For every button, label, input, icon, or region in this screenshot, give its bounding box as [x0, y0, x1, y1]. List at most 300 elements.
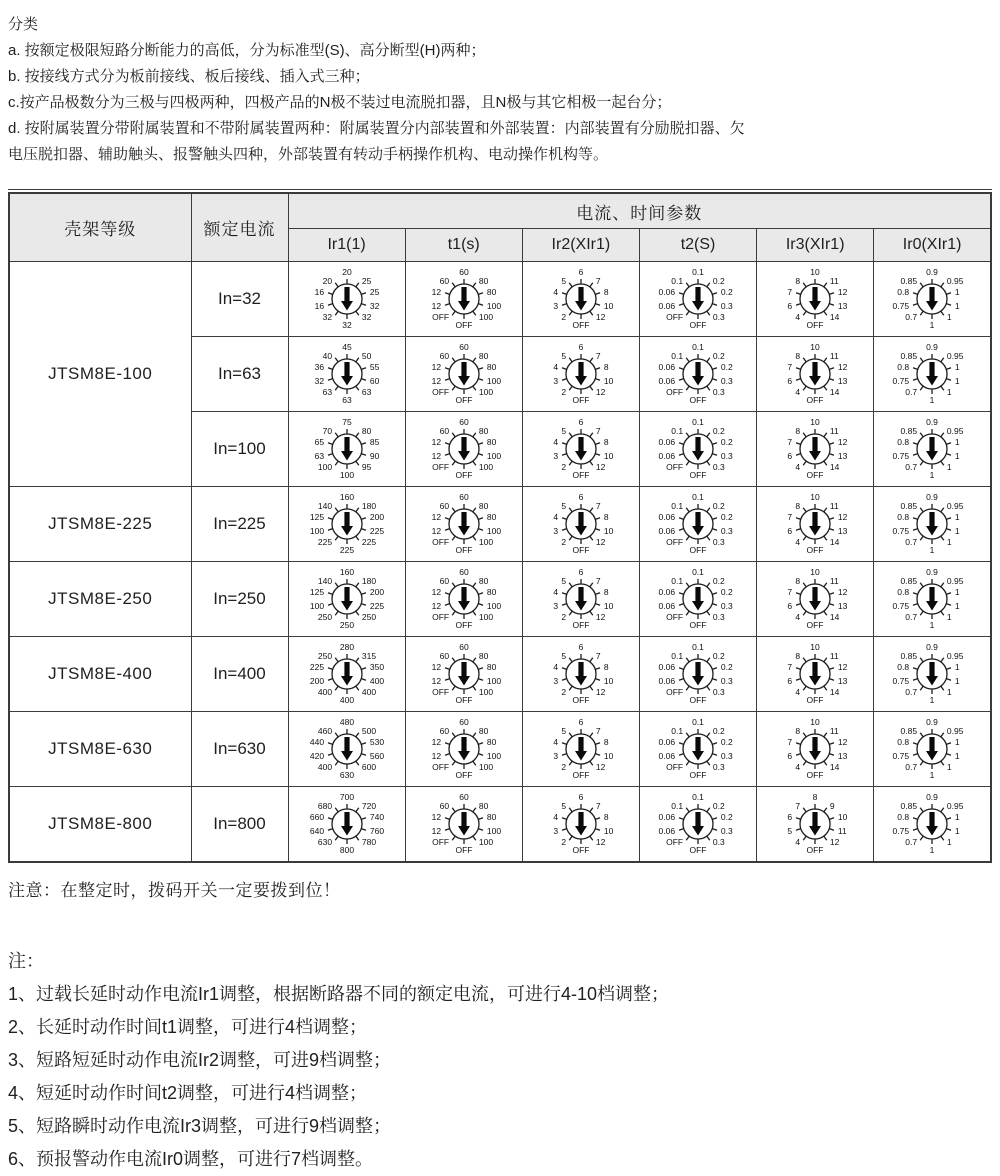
dial-label: 60 [459, 717, 469, 727]
rotary-dial [758, 262, 872, 336]
dial-cell-ir1 [288, 412, 405, 487]
dial-label: 0.95 [947, 276, 964, 287]
rotary-dial [641, 637, 755, 711]
rotary-dial [407, 337, 521, 411]
dial-label: 0.95 [947, 726, 964, 737]
dial-label: 0.06 [658, 375, 676, 386]
dial-cell-t1 [405, 637, 522, 712]
dial-label: 14 [830, 461, 840, 472]
rated-current-cell: In=800 [191, 787, 288, 863]
rotary-dial [875, 412, 989, 486]
dial-label: 12 [595, 311, 606, 322]
dial-label: 3 [553, 375, 558, 386]
dial-label: 0.1 [671, 501, 684, 512]
note-item-2: 2、长延时动作时间t1调整，可进行4档调整； [8, 1017, 368, 1037]
dial-label: 1 [955, 362, 960, 373]
dial-cell-ir0 [874, 262, 991, 337]
dial-label: OFF [666, 536, 684, 547]
dial-label: 1 [929, 770, 935, 780]
dial-label: OFF [455, 470, 473, 480]
dial-label: 440 [309, 737, 324, 748]
dial-label: 12 [595, 761, 606, 772]
dial-label: 1 [929, 620, 935, 630]
dial-label: 6 [787, 675, 793, 686]
dial-label: OFF [572, 470, 590, 480]
dial-label: 12 [595, 536, 606, 547]
dial-label: 0.9 [926, 567, 939, 577]
dial-label: 100 [486, 525, 501, 536]
dial-label: 180 [361, 576, 376, 587]
dial-label: 0.1 [692, 342, 704, 352]
dial-label: 8 [795, 426, 801, 437]
dial-label: 0.8 [897, 812, 910, 823]
dial-label: 12 [431, 450, 441, 461]
dial-label: 20 [341, 267, 352, 277]
col-header-rated-current: 额定电流 [191, 193, 288, 262]
col-header-ir1: Ir1(1) [288, 229, 405, 262]
dial-label: 250 [339, 620, 354, 630]
dial-label: 560 [369, 750, 384, 761]
dial-label: 0.06 [658, 600, 676, 611]
dial-label: 12 [595, 386, 606, 397]
dial-label: OFF [806, 620, 824, 630]
dial-label: 12 [431, 525, 441, 536]
dial-label: 7 [595, 276, 601, 287]
dial-label: 4 [795, 761, 801, 772]
dial-label: 40 [322, 351, 332, 362]
dial-label: 0.3 [712, 386, 725, 397]
dial-label: 13 [838, 600, 848, 611]
dial-cell-ir1 [288, 712, 405, 787]
rotary-dial [524, 487, 638, 561]
dial-cell-ir2 [522, 262, 639, 337]
dial-label: 0.7 [905, 461, 918, 472]
dial-label: OFF [431, 386, 449, 397]
dial-label: 0.7 [905, 611, 918, 622]
dial-label: 1 [947, 761, 952, 772]
dial-label: 90 [369, 450, 379, 461]
dial-label: OFF [689, 545, 707, 555]
dial-label: 2 [561, 836, 566, 847]
dial-label: 32 [341, 320, 352, 330]
dial-label: 100 [486, 450, 501, 461]
dial-cell-t1 [405, 562, 522, 637]
dial-label: 280 [339, 642, 354, 652]
dial-label: 4 [553, 362, 558, 373]
dial-label: 0.06 [658, 362, 676, 373]
dial-label: 100 [478, 836, 493, 847]
dial-label: 100 [317, 461, 332, 472]
dial-label: 0.85 [900, 351, 918, 362]
dial-label: 1 [955, 300, 960, 311]
rotary-dial [875, 562, 989, 636]
dial-label: 0.3 [712, 536, 725, 547]
dial-label: 80 [478, 576, 489, 587]
rated-current-cell: In=400 [191, 637, 288, 712]
dial-label: OFF [431, 461, 449, 472]
frame-grade-cell: JTSM8E-400 [9, 637, 191, 712]
table-header [9, 193, 991, 262]
dial-label: 780 [361, 836, 376, 847]
dial-label: OFF [666, 686, 684, 697]
rotary-dial [290, 787, 404, 861]
dial-label: 6 [787, 300, 793, 311]
dial-label: 0.2 [720, 737, 733, 748]
dial-label: 600 [361, 761, 376, 772]
col-header-ir0: Ir0(XIr1) [874, 229, 991, 262]
dial-label: 1 [929, 395, 935, 405]
dial-label: 1 [955, 662, 960, 673]
dial-label: 0.8 [897, 287, 910, 298]
dial-label: 7 [595, 576, 601, 587]
dial-label: 7 [787, 662, 793, 673]
dial-label: 60 [459, 642, 469, 652]
dial-label: 60 [439, 651, 449, 662]
dial-label: OFF [689, 620, 707, 630]
dial-label: 0.06 [658, 812, 676, 823]
dial-label: 8 [795, 651, 801, 662]
dial-label: 2 [561, 536, 566, 547]
dial-label: 10 [603, 750, 614, 761]
dial-label: 5 [561, 426, 566, 437]
dial-label: 8 [603, 812, 609, 823]
dial-label: 0.3 [712, 836, 725, 847]
dial-label: 11 [830, 501, 839, 512]
rated-current-cell: In=100 [191, 412, 288, 487]
dial-label: 0.85 [900, 276, 918, 287]
dial-label: 0.2 [712, 651, 725, 662]
dial-label: 5 [787, 825, 793, 836]
dial-label: 80 [478, 276, 489, 287]
dial-label: 700 [339, 792, 354, 802]
dial-label: OFF [666, 311, 684, 322]
dial-label: 5 [561, 351, 566, 362]
notes-title: 注： [8, 951, 44, 971]
dial-label: 100 [478, 611, 493, 622]
dial-label: 100 [478, 686, 493, 697]
dial-cell-ir3 [757, 637, 874, 712]
dial-label: 530 [369, 737, 384, 748]
dial-label: 400 [317, 686, 332, 697]
dial-label: OFF [455, 695, 473, 705]
dial-cell-t1 [405, 712, 522, 787]
dial-cell-ir3 [757, 487, 874, 562]
dial-cell-ir0 [874, 562, 991, 637]
dial-cell-t1 [405, 487, 522, 562]
dial-label: OFF [689, 695, 707, 705]
dial-label: 60 [439, 726, 449, 737]
dial-label: 7 [595, 501, 601, 512]
dial-label: 10 [603, 300, 614, 311]
dial-label: 32 [361, 311, 371, 322]
dial-label: 0.1 [692, 717, 704, 727]
dial-label: 7 [787, 587, 793, 598]
dial-label: 13 [838, 675, 848, 686]
dial-label: OFF [572, 395, 590, 405]
dial-label: 1 [929, 470, 935, 480]
dial-label: 0.9 [926, 417, 939, 427]
classification-item-d: d. 按附属装置分带附属装置和不带附属装置两种：附属装置分内部装置和外部装置：内部装置有分励脱扣器、欠 [8, 120, 745, 137]
dial-label: 0.3 [720, 525, 733, 536]
dial-label: 0.06 [658, 750, 676, 761]
dial-label: 640 [309, 825, 324, 836]
dial-label: 7 [595, 651, 601, 662]
dial-label: 60 [459, 342, 469, 352]
dial-label: 0.8 [897, 662, 910, 673]
frame-grade-cell: JTSM8E-630 [9, 712, 191, 787]
dial-cell-ir1 [288, 637, 405, 712]
warning-note: 注意：在整定时，拨码开关一定要拨到位！ [8, 881, 341, 900]
rotary-dial [758, 637, 872, 711]
dial-cell-t2 [639, 337, 756, 412]
dial-label: 12 [431, 662, 441, 673]
dial-label: 0.2 [712, 576, 725, 587]
dial-label: 0.95 [947, 651, 964, 662]
rotary-dial [290, 412, 404, 486]
dial-label: 1 [955, 737, 960, 748]
dial-label: 80 [478, 651, 489, 662]
dial-label: 1 [947, 686, 952, 697]
dial-label: OFF [666, 386, 684, 397]
dial-label: 0.75 [892, 600, 910, 611]
dial-label: 5 [561, 501, 566, 512]
dial-label: 0.06 [658, 300, 676, 311]
table-row [9, 787, 991, 863]
dial-label: 2 [561, 611, 566, 622]
col-header-t1: t1(s) [405, 229, 522, 262]
dial-cell-t1 [405, 412, 522, 487]
dial-label: 12 [431, 362, 441, 373]
dial-label: 10 [603, 525, 614, 536]
dial-label: 12 [431, 300, 441, 311]
dial-label: 0.2 [712, 426, 725, 437]
dial-label: 0.1 [671, 576, 684, 587]
dial-label: OFF [455, 320, 473, 330]
dial-label: 0.06 [658, 450, 676, 461]
dial-label: 1 [947, 461, 952, 472]
dial-label: 5 [561, 651, 566, 662]
rated-current-cell: In=63 [191, 337, 288, 412]
dial-label: 14 [830, 386, 840, 397]
note-item-4: 4、短延时动作时间t2调整，可进行4档调整； [8, 1083, 368, 1103]
dial-label: 11 [830, 351, 839, 362]
dial-cell-ir3 [757, 712, 874, 787]
dial-label: 460 [317, 726, 332, 737]
rotary-dial [758, 337, 872, 411]
dial-label: 0.3 [720, 300, 733, 311]
dial-cell-ir0 [874, 412, 991, 487]
dial-label: 250 [361, 611, 376, 622]
dial-label: 0.7 [905, 686, 918, 697]
classification-item-b: b. 按接线方式分为板前接线、板后接线、插入式三种； [8, 68, 370, 85]
dial-label: OFF [572, 845, 590, 855]
dial-label: 160 [339, 567, 354, 577]
dial-label: OFF [431, 836, 449, 847]
dial-label: 13 [838, 525, 848, 536]
table-row [9, 487, 991, 562]
dial-label: 63 [341, 395, 352, 405]
dial-label: 36 [314, 362, 324, 373]
dial-label: 60 [459, 417, 469, 427]
dial-label: 4 [795, 386, 801, 397]
rotary-dial [758, 787, 872, 861]
dial-label: 4 [553, 287, 558, 298]
dial-label: 7 [595, 351, 601, 362]
table-row [9, 262, 991, 337]
dial-label: 250 [317, 611, 332, 622]
dial-label: 55 [369, 362, 379, 373]
dial-label: 14 [830, 761, 840, 772]
dial-label: 12 [838, 737, 848, 748]
dial-label: 0.2 [712, 801, 725, 812]
dial-label: 6 [578, 342, 584, 352]
dial-label: 12 [838, 437, 848, 448]
dial-label: 32 [314, 375, 324, 386]
dial-cell-ir3 [757, 787, 874, 863]
dial-cell-ir2 [522, 787, 639, 863]
dial-label: 10 [810, 267, 820, 277]
dial-label: OFF [431, 686, 449, 697]
col-header-t2: t2(S) [639, 229, 756, 262]
dial-label: 6 [578, 567, 584, 577]
dial-label: 0.85 [900, 576, 918, 587]
dial-label: 6 [787, 450, 793, 461]
dial-label: 0.2 [712, 501, 725, 512]
dial-cell-ir2 [522, 562, 639, 637]
dial-label: 0.06 [658, 662, 676, 673]
dial-label: 0.06 [658, 437, 676, 448]
dial-label: 12 [838, 587, 848, 598]
rotary-dial [407, 787, 521, 861]
dial-cell-ir1 [288, 562, 405, 637]
dial-label: 60 [459, 567, 469, 577]
dial-label: 0.2 [720, 437, 733, 448]
dial-label: 63 [322, 386, 332, 397]
dial-label: 80 [486, 662, 497, 673]
dial-label: 0.3 [720, 675, 733, 686]
dial-label: 85 [369, 437, 379, 448]
dial-label: 80 [478, 501, 489, 512]
dial-label: 480 [339, 717, 354, 727]
dial-label: 350 [369, 662, 384, 673]
dial-label: 2 [561, 461, 566, 472]
dial-label: 7 [795, 801, 801, 812]
rotary-dial [641, 712, 755, 786]
dial-cell-ir3 [757, 262, 874, 337]
dial-cell-t2 [639, 787, 756, 863]
dial-label: 50 [361, 351, 371, 362]
table-row [9, 712, 991, 787]
dial-label: 12 [431, 825, 441, 836]
note-item-5: 5、短路瞬时动作电流Ir3调整，可进行9档调整； [8, 1116, 392, 1136]
dial-label: 6 [578, 492, 584, 502]
dial-label: 0.7 [905, 761, 918, 772]
dial-cell-t1 [405, 262, 522, 337]
dial-label: 740 [369, 812, 384, 823]
dial-label: 1 [955, 375, 960, 386]
dial-label: 0.8 [897, 437, 910, 448]
dial-label: 630 [317, 836, 332, 847]
dial-label: 0.1 [692, 267, 704, 277]
dial-cell-ir1 [288, 262, 405, 337]
rated-current-cell: In=32 [191, 262, 288, 337]
dial-label: 800 [339, 845, 354, 855]
dial-cell-ir3 [757, 562, 874, 637]
dial-label: 25 [361, 276, 371, 287]
dial-cell-ir0 [874, 337, 991, 412]
rotary-dial [524, 337, 638, 411]
dial-label: OFF [666, 611, 684, 622]
dial-label: 11 [830, 726, 839, 737]
dial-label: OFF [572, 545, 590, 555]
dial-label: OFF [572, 695, 590, 705]
note-item-3: 3、短路短延时动作电流Ir2调整，可进9档调整； [8, 1050, 392, 1070]
dial-cell-ir2 [522, 412, 639, 487]
dial-label: OFF [689, 395, 707, 405]
dial-label: 13 [838, 300, 848, 311]
dial-label: 12 [838, 362, 848, 373]
dial-label: 0.7 [905, 386, 918, 397]
dial-label: 32 [322, 311, 332, 322]
dial-label: 2 [561, 686, 566, 697]
dial-label: OFF [455, 395, 473, 405]
dial-label: OFF [806, 395, 824, 405]
dial-label: 1 [955, 287, 960, 298]
rated-current-cell: In=250 [191, 562, 288, 637]
dial-label: 8 [795, 726, 801, 737]
dial-label: 13 [838, 750, 848, 761]
dial-label: 12 [431, 375, 441, 386]
dial-label: 1 [955, 600, 960, 611]
frame-grade-cell: JTSM8E-225 [9, 487, 191, 562]
dial-label: 4 [553, 812, 558, 823]
dial-label: 1 [955, 812, 960, 823]
rotary-dial [524, 562, 638, 636]
dial-label: 80 [478, 726, 489, 737]
dial-label: 6 [787, 812, 793, 823]
col-header-ir3: Ir3(XIr1) [757, 229, 874, 262]
dial-label: OFF [689, 320, 707, 330]
dial-label: 14 [830, 536, 840, 547]
dial-label: 4 [553, 512, 558, 523]
dial-label: 315 [361, 651, 376, 662]
classification-title: 分类 [8, 16, 39, 33]
dial-label: 0.1 [671, 651, 684, 662]
dial-label: 4 [795, 311, 801, 322]
dial-label: 0.9 [926, 342, 939, 352]
rotary-dial [641, 787, 755, 861]
dial-label: 0.95 [947, 351, 964, 362]
table-body [9, 262, 991, 863]
dial-label: 12 [431, 287, 441, 298]
dial-label: 2 [561, 386, 566, 397]
dial-label: 3 [553, 675, 558, 686]
dial-label: 32 [369, 300, 379, 311]
dial-label: 0.85 [900, 501, 918, 512]
dial-label: 80 [486, 512, 497, 523]
dial-cell-ir3 [757, 412, 874, 487]
dial-label: 0.2 [712, 351, 725, 362]
dial-label: 10 [603, 675, 614, 686]
dial-label: OFF [806, 845, 824, 855]
dial-label: 100 [486, 825, 501, 836]
dial-cell-ir2 [522, 637, 639, 712]
dial-label: 250 [317, 651, 332, 662]
dial-label: 4 [795, 461, 801, 472]
dial-label: 630 [339, 770, 354, 780]
rotary-dial [641, 562, 755, 636]
dial-label: 1 [947, 386, 952, 397]
